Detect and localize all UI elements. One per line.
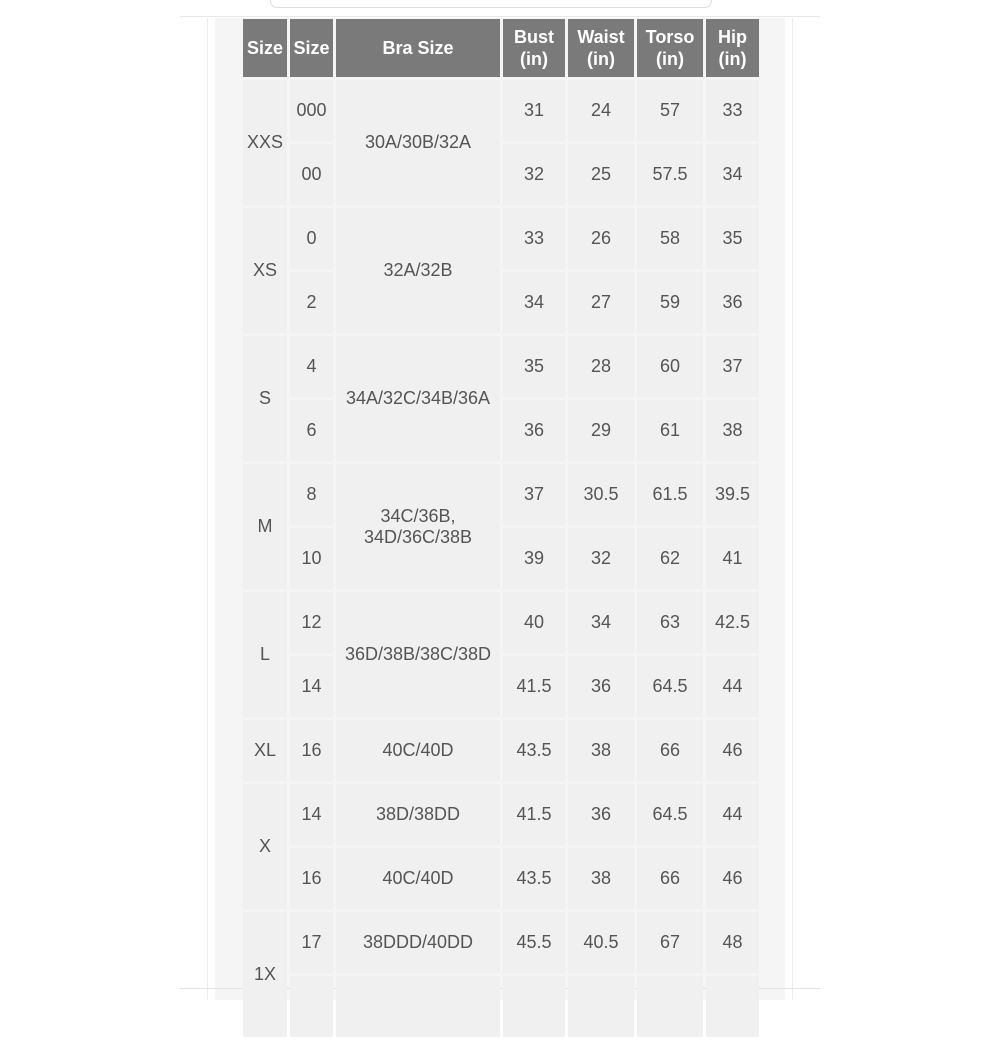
table-row xyxy=(243,336,759,397)
bust-cell: 40 xyxy=(503,592,565,653)
waist-cell: 28 xyxy=(568,336,634,397)
bra-size-cell: 38D/38DD xyxy=(336,784,500,845)
numeric-size-cell: 8 xyxy=(290,464,333,525)
alpha-size-cell: X xyxy=(243,784,287,909)
waist-cell: 40.5 xyxy=(568,912,634,973)
bust-cell: 33 xyxy=(503,208,565,269)
torso-cell: 60 xyxy=(637,336,703,397)
hip-cell xyxy=(706,976,759,1037)
table-row xyxy=(243,80,759,141)
bra-size-cell xyxy=(336,976,500,1037)
table-row xyxy=(243,848,759,909)
bra-size-cell: 40C/40D xyxy=(336,720,500,781)
bust-cell: 35 xyxy=(503,336,565,397)
numeric-size-cell xyxy=(290,976,333,1037)
hip-cell: 35 xyxy=(706,208,759,269)
torso-cell: 64.5 xyxy=(637,656,703,717)
header-torso: Torso (in) xyxy=(637,19,703,77)
bra-size-cell xyxy=(336,464,500,589)
numeric-size-cell: 0 xyxy=(290,208,333,269)
torso-cell: 57.5 xyxy=(637,144,703,205)
header-numeric-size: Size xyxy=(290,19,333,77)
header-bust: Bust (in) xyxy=(503,19,565,77)
waist-cell: 30.5 xyxy=(568,464,634,525)
torso-cell xyxy=(637,976,703,1037)
numeric-size-cell: 14 xyxy=(290,656,333,717)
hip-cell: 39.5 xyxy=(706,464,759,525)
waist-cell: 32 xyxy=(568,528,634,589)
alpha-size-cell: 1X xyxy=(243,912,287,1037)
waist-cell: 24 xyxy=(568,80,634,141)
hip-cell: 33 xyxy=(706,80,759,141)
hip-cell: 46 xyxy=(706,720,759,781)
waist-cell: 27 xyxy=(568,272,634,333)
torso-cell: 61.5 xyxy=(637,464,703,525)
hip-cell: 38 xyxy=(706,400,759,461)
hip-cell: 36 xyxy=(706,272,759,333)
bra-size-cell: 38DDD/40DD xyxy=(336,912,500,973)
bust-cell: 32 xyxy=(503,144,565,205)
torso-cell: 67 xyxy=(637,912,703,973)
torso-cell: 61 xyxy=(637,400,703,461)
waist-cell: 36 xyxy=(568,656,634,717)
alpha-size-cell: S xyxy=(243,336,287,461)
numeric-size-cell: 10 xyxy=(290,528,333,589)
waist-cell: 29 xyxy=(568,400,634,461)
waist-cell: 38 xyxy=(568,848,634,909)
table-row xyxy=(243,976,759,1037)
bra-size-cell: 40C/40D xyxy=(336,848,500,909)
top-bar-pill xyxy=(270,0,712,8)
header-alpha-size: Size xyxy=(243,19,287,77)
left-border xyxy=(207,18,208,1000)
bust-cell: 43.5 xyxy=(503,720,565,781)
right-border xyxy=(792,18,793,1000)
bust-cell: 31 xyxy=(503,80,565,141)
bra-size-line: 34C/36B, xyxy=(380,505,456,526)
bust-cell xyxy=(503,976,565,1037)
header-bra-size: Bra Size xyxy=(336,19,500,77)
numeric-size-cell: 17 xyxy=(290,912,333,973)
bust-cell: 39 xyxy=(503,528,565,589)
numeric-size-cell: 16 xyxy=(290,848,333,909)
numeric-size-cell: 12 xyxy=(290,592,333,653)
numeric-size-cell: 000 xyxy=(290,80,333,141)
table-row xyxy=(243,592,759,653)
numeric-size-cell: 00 xyxy=(290,144,333,205)
top-toolbar-edge xyxy=(180,0,820,17)
table-row xyxy=(243,464,759,525)
bust-cell: 36 xyxy=(503,400,565,461)
table-row xyxy=(243,784,759,845)
waist-cell: 26 xyxy=(568,208,634,269)
torso-cell: 64.5 xyxy=(637,784,703,845)
hip-cell: 34 xyxy=(706,144,759,205)
waist-cell: 38 xyxy=(568,720,634,781)
hip-cell: 46 xyxy=(706,848,759,909)
numeric-size-cell: 14 xyxy=(290,784,333,845)
bust-cell: 45.5 xyxy=(503,912,565,973)
bust-cell: 41.5 xyxy=(503,784,565,845)
bust-cell: 43.5 xyxy=(503,848,565,909)
hip-cell: 41 xyxy=(706,528,759,589)
hip-cell: 42.5 xyxy=(706,592,759,653)
bra-size-cell: 36D/38B/38C/38D xyxy=(336,592,500,717)
torso-cell: 62 xyxy=(637,528,703,589)
bust-cell: 34 xyxy=(503,272,565,333)
bra-size-cell: 32A/32B xyxy=(336,208,500,333)
alpha-size-cell: L xyxy=(243,592,287,717)
torso-cell: 66 xyxy=(637,848,703,909)
alpha-size-cell: M xyxy=(243,464,287,589)
waist-cell: 36 xyxy=(568,784,634,845)
alpha-size-cell: XS xyxy=(243,208,287,333)
header-row xyxy=(243,19,759,77)
hip-cell: 37 xyxy=(706,336,759,397)
bust-cell: 37 xyxy=(503,464,565,525)
header-waist: Waist (in) xyxy=(568,19,634,77)
header-hip: Hip (in) xyxy=(706,19,759,77)
hip-cell: 44 xyxy=(706,784,759,845)
torso-cell: 59 xyxy=(637,272,703,333)
table-row xyxy=(243,144,759,205)
table-row xyxy=(243,400,759,461)
bra-size-cell: 34A/32C/34B/36A xyxy=(336,336,500,461)
table-row xyxy=(243,720,759,781)
table-row xyxy=(243,528,759,589)
torso-cell: 66 xyxy=(637,720,703,781)
alpha-size-cell: XXS xyxy=(243,80,287,205)
table-row xyxy=(243,208,759,269)
bust-cell: 41.5 xyxy=(503,656,565,717)
table-row xyxy=(243,272,759,333)
alpha-size-cell: XL xyxy=(243,720,287,781)
waist-cell xyxy=(568,976,634,1037)
table-row xyxy=(243,656,759,717)
numeric-size-cell: 16 xyxy=(290,720,333,781)
bra-size-line: 34D/36C/38B xyxy=(363,526,473,547)
torso-cell: 63 xyxy=(637,592,703,653)
waist-cell: 34 xyxy=(568,592,634,653)
waist-cell: 25 xyxy=(568,144,634,205)
torso-cell: 57 xyxy=(637,80,703,141)
numeric-size-cell: 6 xyxy=(290,400,333,461)
hip-cell: 44 xyxy=(706,656,759,717)
numeric-size-cell: 2 xyxy=(290,272,333,333)
bra-size-cell: 30A/30B/32A xyxy=(336,80,500,205)
torso-cell: 58 xyxy=(637,208,703,269)
table-row xyxy=(243,912,759,973)
size-chart-table xyxy=(240,16,762,1040)
hip-cell: 48 xyxy=(706,912,759,973)
numeric-size-cell: 4 xyxy=(290,336,333,397)
